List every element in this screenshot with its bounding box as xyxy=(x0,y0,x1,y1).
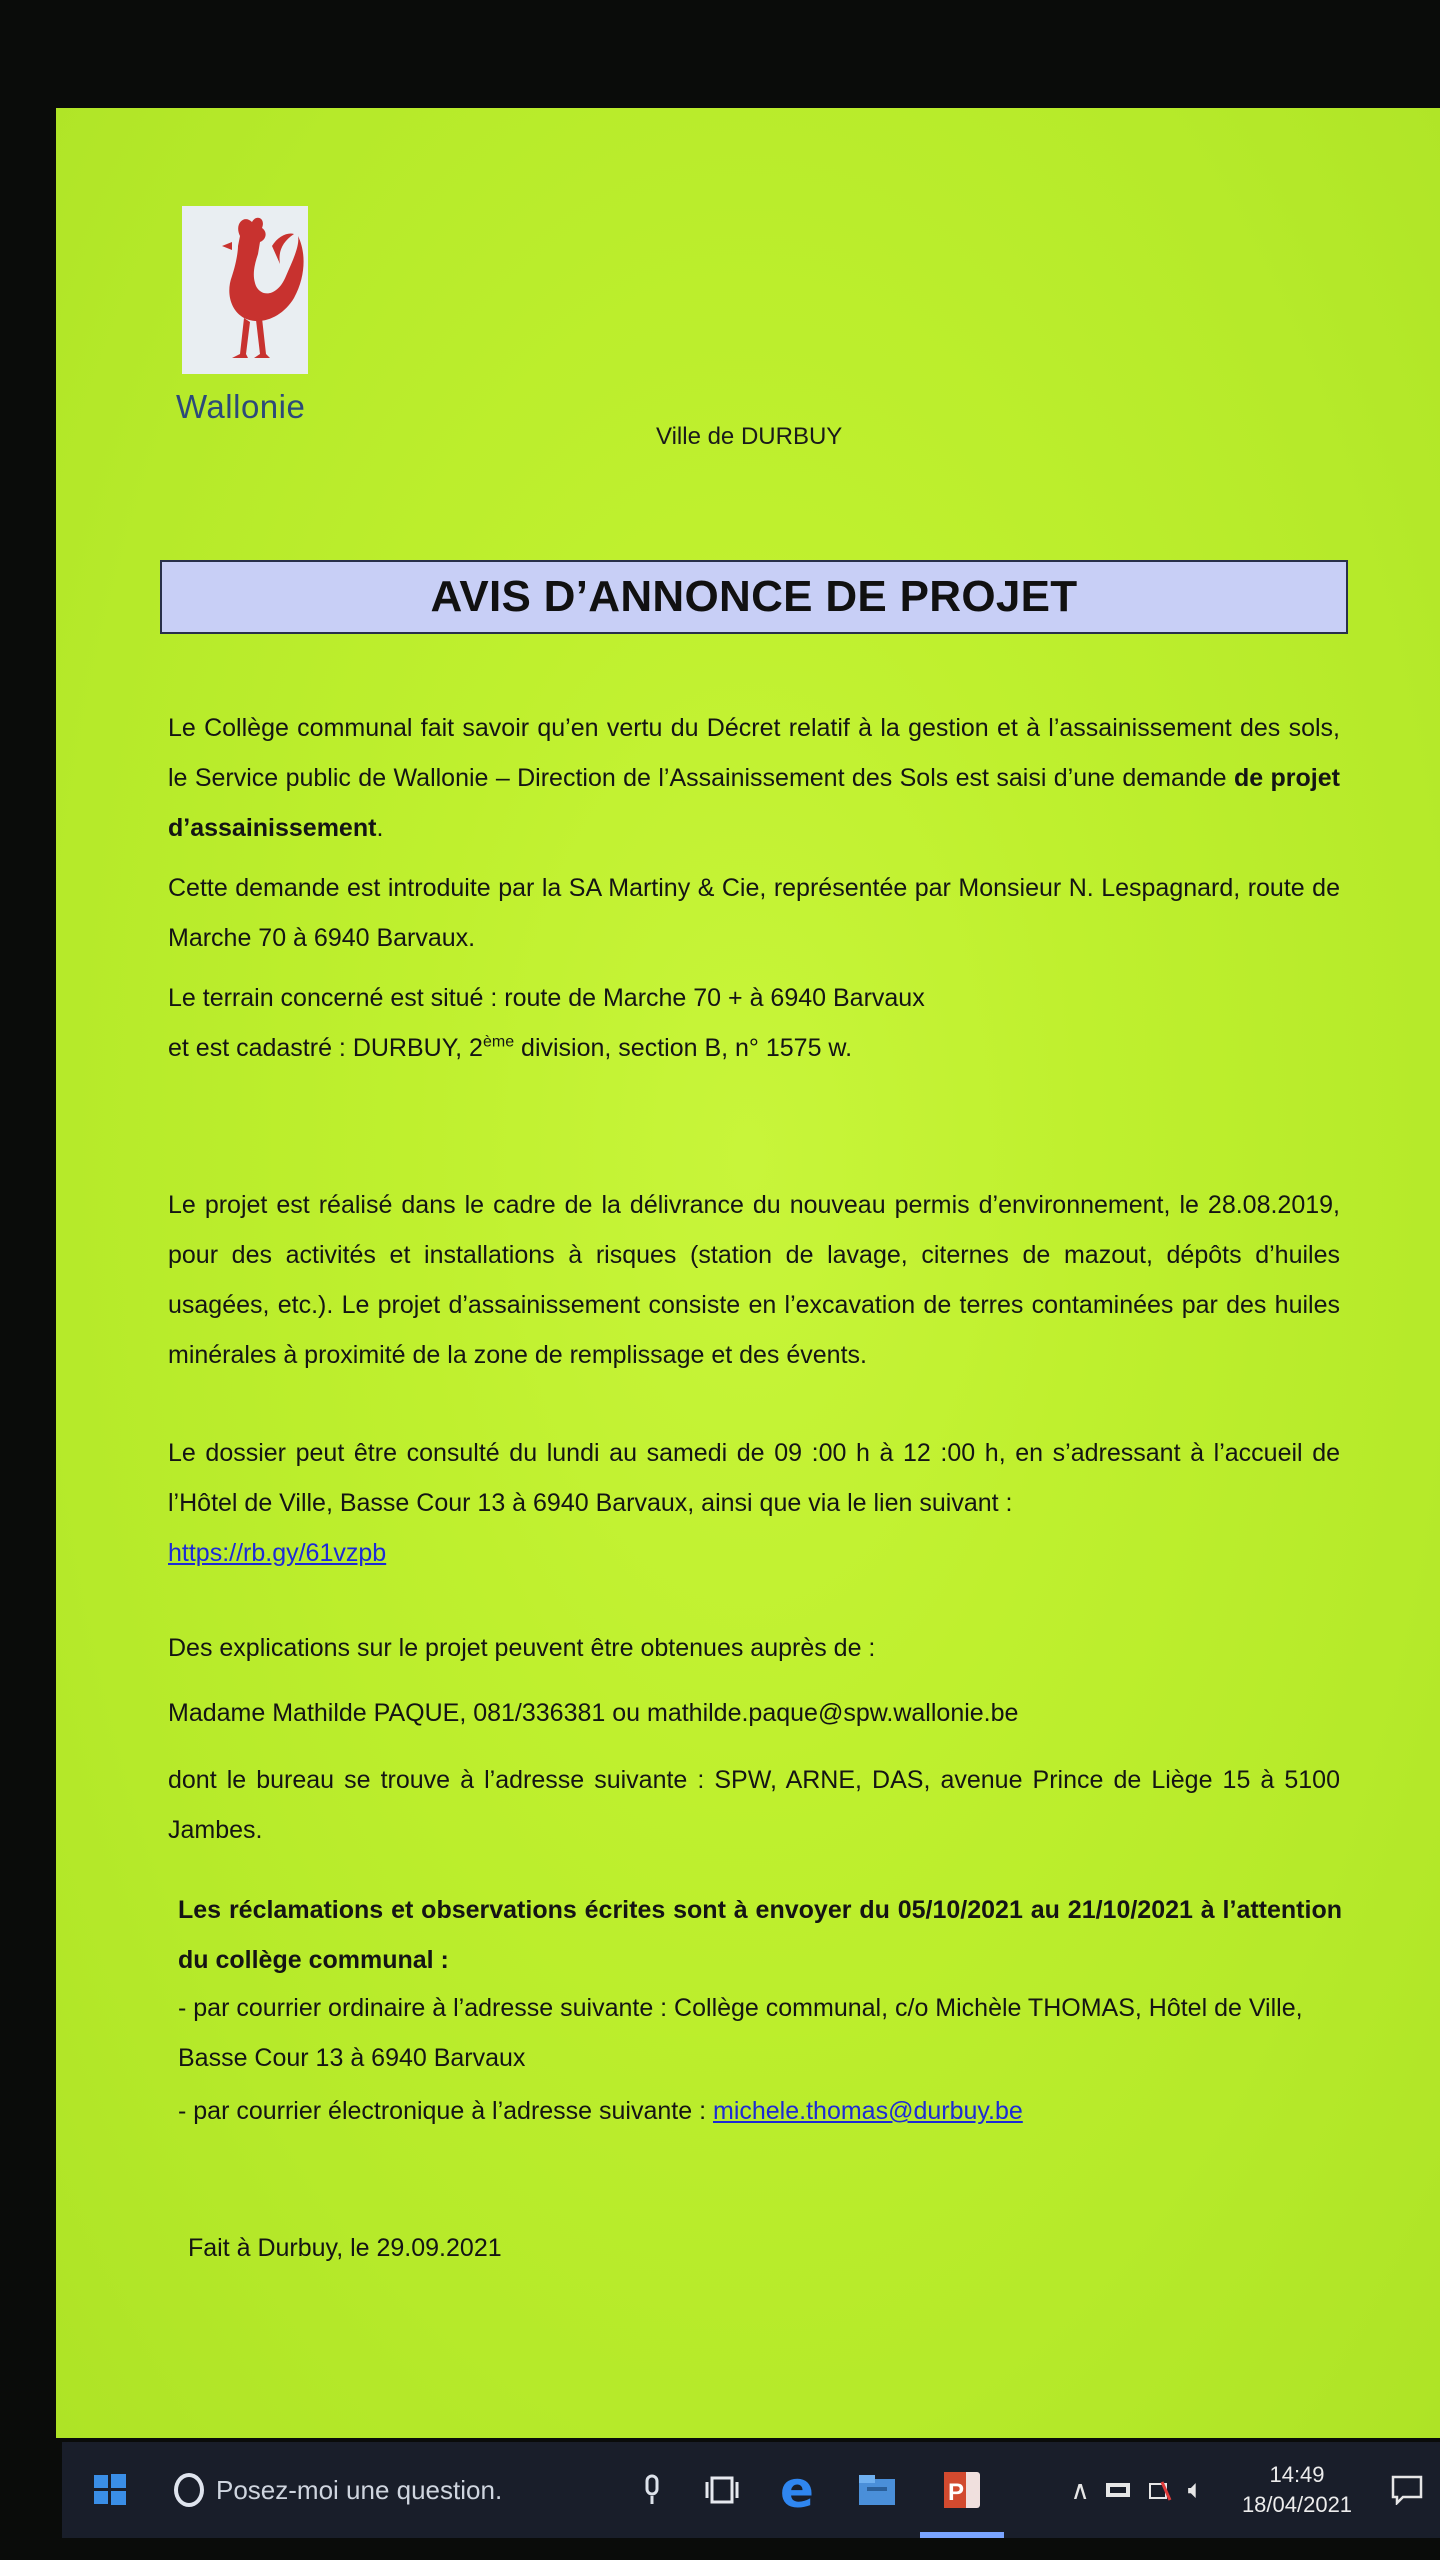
intro-text: Le Collège communal fait savoir qu’en vertu du Décret relatif à la gestion et à l’assainissement des sols, le Service public de Wallonie – Direction de l’Assainissement des Sols est saisi d’une demande xyxy=(168,714,1340,792)
active-app-indicator xyxy=(920,2532,1004,2538)
paragraph-applicant xyxy=(168,863,1340,963)
explanations-text: Des explications sur le projet peuvent être obtenues auprès de : xyxy=(168,1634,876,1662)
municipality-name: Ville de DURBUY xyxy=(656,423,843,450)
intro-end: . xyxy=(376,814,384,842)
paragraph-project xyxy=(168,1180,1340,1380)
claims-text: Les réclamations et observations écrites sont à envoyer du 05/10/2021 au 21/10/2021 à l’attention du collège communal : xyxy=(178,1896,1342,1974)
notification-icon[interactable] xyxy=(1377,2442,1437,2538)
search-placeholder: Posez-moi une question. xyxy=(216,2474,503,2505)
cadastre-text-end: division, section B, n° 1575 w. xyxy=(514,1034,853,1062)
email-link[interactable]: michele.thomas@durbuy.be xyxy=(713,2097,1023,2125)
postal-text: - par courrier ordinaire à l’adresse suivante : Collège communal, c/o Michèle THOMAS, Hôtel de Ville, Basse Cour 13 à 6940 Barvaux xyxy=(178,1994,1303,2072)
file-explorer-icon[interactable] xyxy=(842,2442,912,2538)
clock[interactable] xyxy=(1222,2442,1372,2538)
paragraph-email xyxy=(178,2086,1342,2136)
windows-start-icon xyxy=(93,2473,127,2507)
location-line-1: Le terrain concerné est situé : route de Marche 70 + à 6940 Barvaux xyxy=(168,984,925,1012)
paragraph-consultation xyxy=(168,1428,1340,1578)
intro-bold: de projet d’assainissement xyxy=(168,764,1340,842)
edge-icon[interactable]: e xyxy=(780,2461,814,2519)
paragraph-claims xyxy=(178,1885,1342,1985)
logo-text: Wallonie xyxy=(176,388,306,425)
volume-icon[interactable]: 🔈︎ xyxy=(1187,2474,1204,2504)
title-banner xyxy=(160,560,1348,634)
paragraph-office xyxy=(168,1755,1340,1855)
clock-time: 14:49 xyxy=(1269,2462,1325,2487)
windows-taskbar xyxy=(62,2442,1440,2538)
windows-start-button[interactable] xyxy=(62,2442,158,2538)
cortana-icon xyxy=(174,2473,204,2507)
microphone-icon[interactable] xyxy=(627,2442,677,2538)
network-icon[interactable] xyxy=(1104,2479,1134,2501)
project-text: Le projet est réalisé dans le cadre de la délivrance du nouveau permis d’environnement, le 28.08.2019, pour des activités et installations à risques (station de lavage, citernes de mazout, dépôts d’huiles usagées, etc.). Le projet d’assainissement consiste en l’excavation de terres contaminées par des huiles minérales à proximité de la zone de remplissage et des évents. xyxy=(168,1191,1340,1369)
paragraph-contact xyxy=(168,1688,1340,1738)
contact-text: Madame Mathilde PAQUE, 081/336381 ou mathilde.paque@spw.wallonie.be xyxy=(168,1699,1019,1727)
battery-icon[interactable] xyxy=(1148,2478,1174,2502)
signature-text: Fait à Durbuy, le 29.09.2021 xyxy=(188,2234,502,2262)
svg-text:P: P xyxy=(948,2479,965,2506)
email-text: - par courrier électronique à l’adresse suivante : xyxy=(178,2097,713,2125)
location-line-2 xyxy=(168,1023,1340,1073)
applicant-text: Cette demande est introduite par la SA Martiny & Cie, représentée par Monsieur N. Lespagnard, route de Marche 70 à 6940 Barvaux. xyxy=(168,874,1340,952)
chevron-up-icon[interactable]: ∧ xyxy=(1070,2474,1090,2505)
consultation-link[interactable]: https://rb.gy/61vzpb xyxy=(168,1539,387,1567)
paragraph-intro xyxy=(168,703,1340,853)
office-text: dont le bureau se trouve à l’adresse suivante : SPW, ARNE, DAS, avenue Prince de Liège 15 à 5100 Jambes. xyxy=(168,1766,1340,1844)
system-tray xyxy=(1052,2442,1222,2538)
consultation-text: Le dossier peut être consulté du lundi au samedi de 09 :00 h à 12 :00 h, en s’adressant à l’accueil de l’Hôtel de Ville, Basse Cour 13 à 6940 Barvaux, ainsi que via le lien suivant : xyxy=(168,1439,1340,1517)
clock-date: 18/04/2021 xyxy=(1241,2492,1353,2517)
cadastre-sup: ème xyxy=(482,1033,515,1051)
page-title: AVIS D’ANNONCE DE PROJET xyxy=(430,572,1078,621)
wallonie-logo xyxy=(176,206,316,424)
paragraph-signature xyxy=(188,2223,1338,2273)
document-page xyxy=(56,108,1440,2438)
powerpoint-icon[interactable] xyxy=(920,2442,1004,2538)
paragraph-explanations xyxy=(168,1623,1340,1673)
cadastre-text: et est cadastré : DURBUY, 2 xyxy=(168,1034,483,1062)
paragraph-postal xyxy=(178,1983,1342,2083)
paragraph-location xyxy=(168,973,1340,1073)
task-view-icon[interactable] xyxy=(692,2442,752,2538)
rooster-icon xyxy=(182,206,308,374)
